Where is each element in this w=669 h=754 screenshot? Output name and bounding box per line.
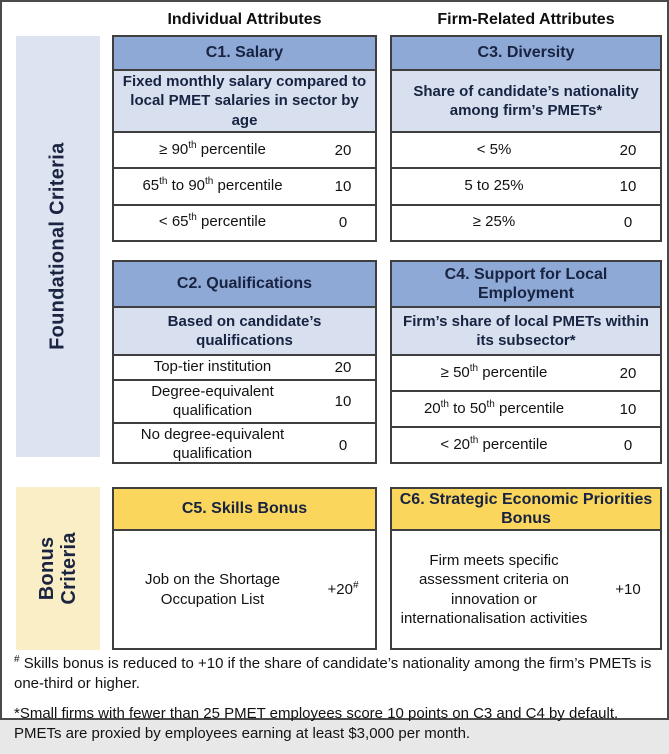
c3-row1-points: 20	[619, 141, 637, 159]
c3-title: C3. Diversity	[392, 37, 660, 71]
table-c3-diversity	[390, 35, 662, 242]
c2-description: Based on candidate’s qualifications	[114, 308, 375, 356]
c1-row3-points: 0	[338, 214, 348, 232]
c1-row3-label: < 65th percentile	[158, 212, 267, 231]
c3-description: Share of candidate’s nationality among firm’s PMETs*	[392, 71, 660, 133]
c4-row1-label: ≥ 50th percentile	[440, 362, 548, 381]
c3-row3-label: ≥ 25%	[472, 213, 516, 231]
c1-row1-points: 20	[334, 141, 352, 159]
table-c6-strategic-economic-priorities-bonus	[390, 487, 662, 650]
bonus-criteria-label	[36, 532, 81, 604]
c1-title: C1. Salary	[114, 37, 375, 71]
table-row	[392, 133, 660, 169]
table-row	[114, 133, 375, 169]
c6-title: C6. Strategic Economic Priorities Bonus	[392, 489, 660, 531]
c2-row3-label: No degree-equivalent qualification	[140, 426, 285, 462]
c4-row1-points: 20	[619, 364, 637, 382]
c5-points: +20#	[327, 580, 359, 598]
c4-title: C4. Support for Local Employment	[392, 262, 660, 308]
footnotes	[14, 654, 660, 754]
foundational-criteria-label: Foundational Criteria	[46, 142, 69, 351]
c5-body-label: Job on the Shortage Occupation List	[144, 571, 281, 608]
table-row	[392, 428, 660, 462]
c6-points: +10	[615, 581, 641, 598]
table-row	[114, 206, 375, 240]
c4-row3-label: < 20th percentile	[440, 434, 548, 453]
bonus-criteria-band	[16, 487, 100, 650]
c4-description: Firm’s share of local PMETs within its subsector*	[392, 308, 660, 356]
table-row	[392, 206, 660, 240]
c4-row3-points: 0	[623, 436, 633, 454]
bonus-criteria-line1: Bonus	[35, 536, 58, 601]
c1-row1-label: ≥ 90th percentile	[159, 139, 266, 158]
bonus-criteria-line2: Criteria	[58, 532, 80, 605]
c6-body-row	[392, 531, 660, 648]
c5-body-label-wrap	[114, 570, 311, 609]
c3-row2-points: 10	[619, 177, 637, 195]
foundational-criteria-band	[16, 36, 100, 457]
c2-row2-label: Degree-equivalent qualification	[151, 382, 274, 419]
c6-body-label-wrap	[392, 551, 596, 629]
table-c2-qualifications	[112, 260, 377, 464]
c3-row2-label: 5 to 25%	[464, 177, 524, 195]
table-row	[392, 169, 660, 205]
c2-row1-points: 20	[334, 358, 352, 376]
table-c1-salary	[112, 35, 377, 242]
footnote-small-firms	[14, 704, 660, 743]
footnote-skills-bonus: # Skills bonus is reduced to +10 if the share of candidate’s nationality among the firm’s PMETs is one-third or higher.	[14, 654, 652, 692]
c3-row3-points: 0	[623, 214, 633, 232]
table-c5-skills-bonus	[112, 487, 377, 650]
table-row	[392, 356, 660, 392]
c4-row2-label: 20th to 50th percentile	[423, 398, 565, 417]
individual-attributes-heading: Individual Attributes	[167, 11, 322, 28]
c6-body-label: Firm meets specific assessment criteria on innovation or internationalisation activities	[400, 551, 588, 627]
table-c4-support-local-employment	[390, 260, 662, 464]
table-row	[114, 424, 375, 466]
firm-related-attributes-heading: Firm-Related Attributes	[437, 11, 615, 28]
c2-row2-points: 10	[334, 393, 352, 410]
c2-row3-points: 0	[338, 436, 348, 454]
c3-row1-label: < 5%	[476, 140, 512, 158]
table-row	[392, 392, 660, 428]
c5-body-row	[114, 531, 375, 648]
footnote-small-firms-line1: *Small firms with fewer than 25 PMET employees score 10 points on C3 and C4 by default.	[14, 705, 619, 722]
table-row	[114, 169, 375, 205]
table-row	[114, 381, 375, 425]
c1-row2-points: 10	[334, 177, 352, 195]
c5-title: C5. Skills Bonus	[114, 489, 375, 531]
c2-row1-label: Top-tier institution	[153, 358, 272, 375]
table-row	[114, 356, 375, 381]
c4-row2-points: 10	[619, 400, 637, 418]
footnote-small-firms-line2: PMETs are proxied by employees earning at least $3,000 per month.	[14, 724, 471, 742]
c1-row2-label: 65th to 90th percentile	[142, 176, 283, 195]
c1-description: Fixed monthly salary compared to local PMET salaries in sector by age	[114, 71, 375, 133]
c2-title: C2. Qualifications	[114, 262, 375, 308]
